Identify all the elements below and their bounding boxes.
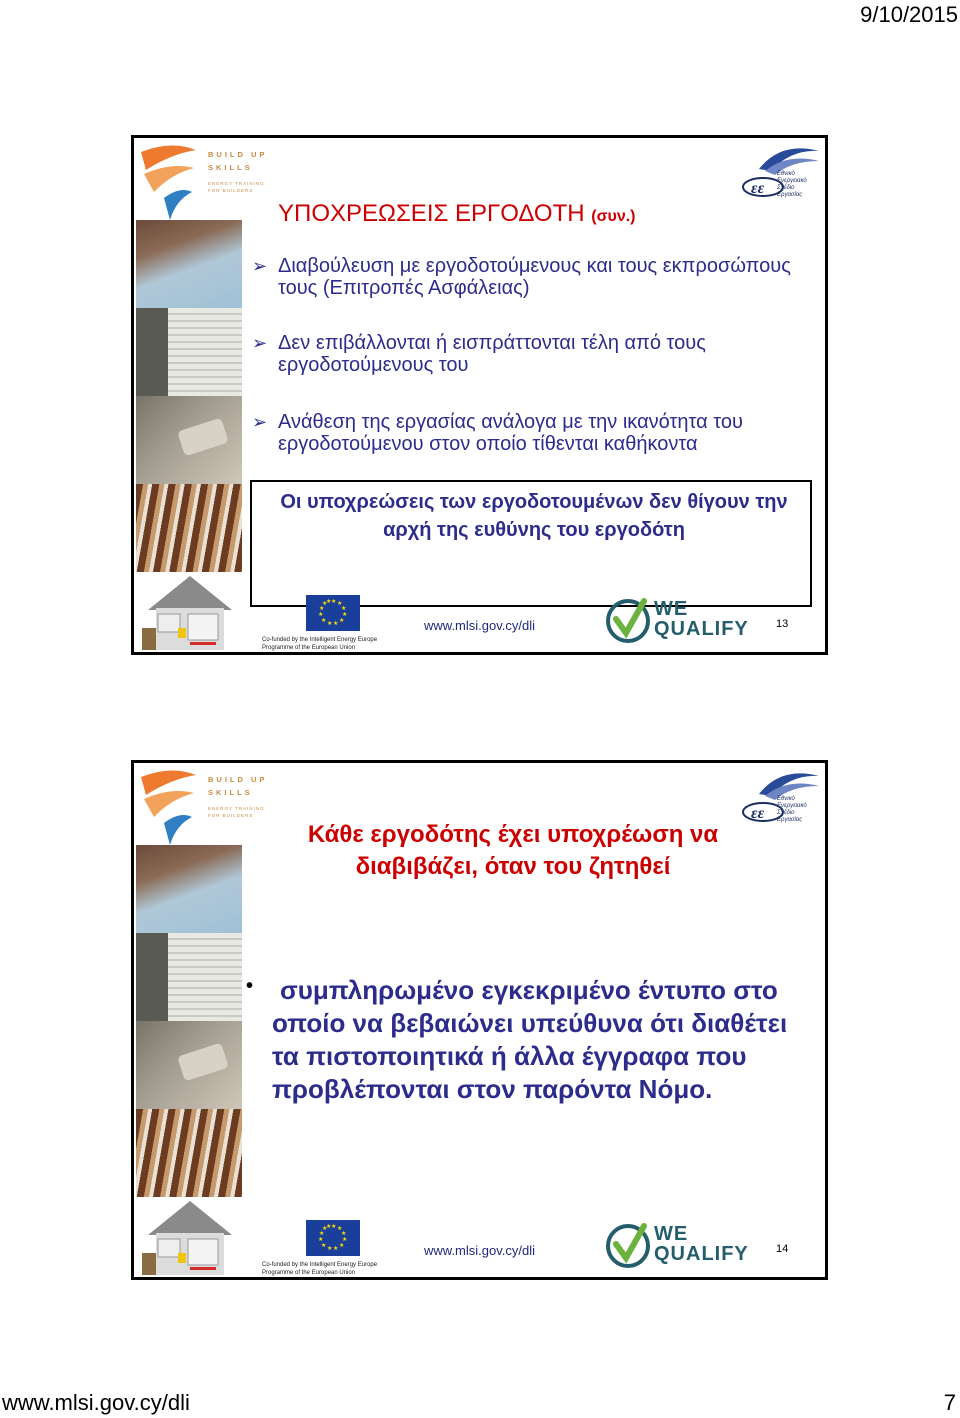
svg-text:★: ★: [341, 605, 347, 612]
build-up-skills-logo: BUILD UP SKILLS ENERGY TRAINING FOR BUILDERS: [136, 765, 276, 845]
svg-text:★: ★: [318, 611, 324, 618]
eeoe-logo: εε Εθνικό Ενεργειακό Σχέδιο Εργασίας: [741, 766, 823, 826]
page-footer-url[interactable]: www.mlsi.gov.cy/dli: [2, 1390, 190, 1415]
photo-column: [136, 845, 242, 1197]
svg-text:★: ★: [326, 598, 332, 605]
svg-text:★: ★: [319, 1230, 325, 1237]
arrow-bullet-icon: ➢: [252, 333, 268, 353]
svg-text:★: ★: [319, 605, 325, 612]
svg-text:★: ★: [337, 1225, 343, 1232]
plastering-hand-photo: [136, 396, 242, 484]
slide-footer-url[interactable]: www.mlsi.gov.cy/dli: [424, 1243, 536, 1258]
arrow-bullet-icon: ➢: [252, 412, 268, 432]
build-up-skills-swoosh-icon: [136, 765, 206, 845]
window-shutter-photo: [136, 308, 242, 396]
build-up-skills-swoosh-icon: [136, 140, 206, 220]
eu-caption: Co-funded by the Intelligent Energy Europe Programme of the European Union: [262, 1262, 378, 1276]
worker-floor-photo: [136, 845, 242, 933]
pergola-photo: [136, 484, 242, 572]
svg-text:★: ★: [327, 1245, 333, 1252]
plastering-hand-photo: [136, 1021, 242, 1109]
svg-text:★: ★: [321, 1242, 327, 1249]
eu-flag-icon: [306, 1220, 360, 1256]
svg-text:εε: εε: [751, 180, 765, 197]
we-qualify-text: WE QUALIFY: [654, 598, 749, 640]
slide-number: 14: [776, 1243, 789, 1255]
we-qualify-text: WE QUALIFY: [654, 1223, 749, 1265]
worker-floor-photo: [136, 220, 242, 308]
arrow-bullet-icon: ➢: [252, 256, 268, 276]
svg-text:★: ★: [342, 611, 348, 618]
slide-14: BUILD UP SKILLS ENERGY TRAINING FOR BUILDERS εε Εθνικό Ενεργειακό Σχέδιο Εργασίας Κάθε εργοδότης έχει υποχρέωση να διαβιβάζει, όταν του ζητηθεί • συμπληρωμένο εγκεκριμένο έντυπο στο οποίο να βεβαιώνει υπεύθυνα ότι διαθέτει τα πιστοποιητικά ή άλλα έγγραφα που προβλέπονται στον παρόντα Νόμο. ★ ★ ★ ★ ★ ★ ★ ★ ★ ★ ★ ★ Co-funded by the Intelligent Energy Europe Programme of the European Union www.mlsi.gov.cy/dli WE QUALIFY 14: [131, 760, 828, 1280]
eu-caption: Co-funded by the Intelligent Energy Europe Programme of the European Union: [262, 637, 378, 651]
slide-title: ΥΠΟΧΡΕΩΣΕΙΣ ΕΡΓΟΔΟΤΗ (συν.): [278, 200, 636, 227]
svg-text:★: ★: [326, 1223, 332, 1230]
slide-13: BUILD UP SKILLS ENERGY TRAINING FOR BUILDERS εε Εθνικό Ενεργειακό Σχέδιο Εργασίας ΥΠΟΧΡΕΩΣΕΙΣ ΕΡΓΟΔΟΤΗ (συν.) ➢ Διαβούλευση με εργοδοτούμενους και τους εκπροσώπους τους (Επιτροπές Ασφάλειας) ➢ Δεν επιβάλλονται ή εισπράττονται τέλη από τους εργοδοτούμενους του ➢ Ανάθεση της εργασίας ανάλογα με την ικανότητα του εργοδοτούμενου στον οποίο τίθενται καθήκοντα Οι υποχρεώσεις των εργοδοτουμένων δεν θίγουν την αρχή της ευθύνης του εργοδότη ★ ★ ★ ★ ★ ★ ★ ★ ★ ★ ★ ★ Co-funded by the Intelligent Energy Europe Programme of the European Union www.mlsi.gov.cy/dli WE QUALIFY 13: [131, 135, 828, 655]
svg-text:★: ★: [339, 617, 345, 624]
slide-footer-url[interactable]: www.mlsi.gov.cy/dli: [424, 618, 536, 633]
house-logo-icon: [138, 570, 242, 652]
slide-number: 13: [776, 618, 789, 630]
photo-column: [136, 220, 242, 572]
svg-text:★: ★: [327, 620, 333, 627]
note-box: Οι υποχρεώσεις των εργοδοτουμένων δεν θίγουν την αρχή της ευθύνης του εργοδότη: [250, 480, 812, 607]
svg-text:★: ★: [333, 620, 339, 627]
slide-title: Κάθε εργοδότης έχει υποχρέωση να διαβιβάζει, όταν του ζητηθεί: [307, 821, 719, 880]
window-shutter-photo: [136, 933, 242, 1021]
eeoe-logo: εε Εθνικό Ενεργειακό Σχέδιο Εργασίας: [741, 141, 823, 201]
svg-text:★: ★: [341, 1230, 347, 1237]
pergola-photo: [136, 1109, 242, 1197]
svg-text:★: ★: [337, 600, 343, 607]
svg-text:★: ★: [321, 617, 327, 624]
build-up-skills-logo: BUILD UP SKILLS ENERGY TRAINING FOR BUILDERS: [136, 140, 276, 220]
svg-text:★: ★: [331, 598, 337, 605]
dot-bullet-icon: •: [246, 975, 254, 997]
svg-text:★: ★: [322, 1225, 328, 1232]
svg-text:★: ★: [339, 1242, 345, 1249]
svg-text:★: ★: [318, 1236, 324, 1243]
svg-text:★: ★: [342, 1236, 348, 1243]
eu-flag-icon: [306, 595, 360, 631]
svg-text:★: ★: [322, 600, 328, 607]
svg-text:★: ★: [331, 1223, 337, 1230]
page-number: 7: [943, 1390, 956, 1415]
svg-text:εε: εε: [751, 805, 765, 822]
svg-text:★: ★: [333, 1245, 339, 1252]
house-logo-icon: [138, 1195, 242, 1277]
page-date: 9/10/2015: [860, 2, 958, 27]
